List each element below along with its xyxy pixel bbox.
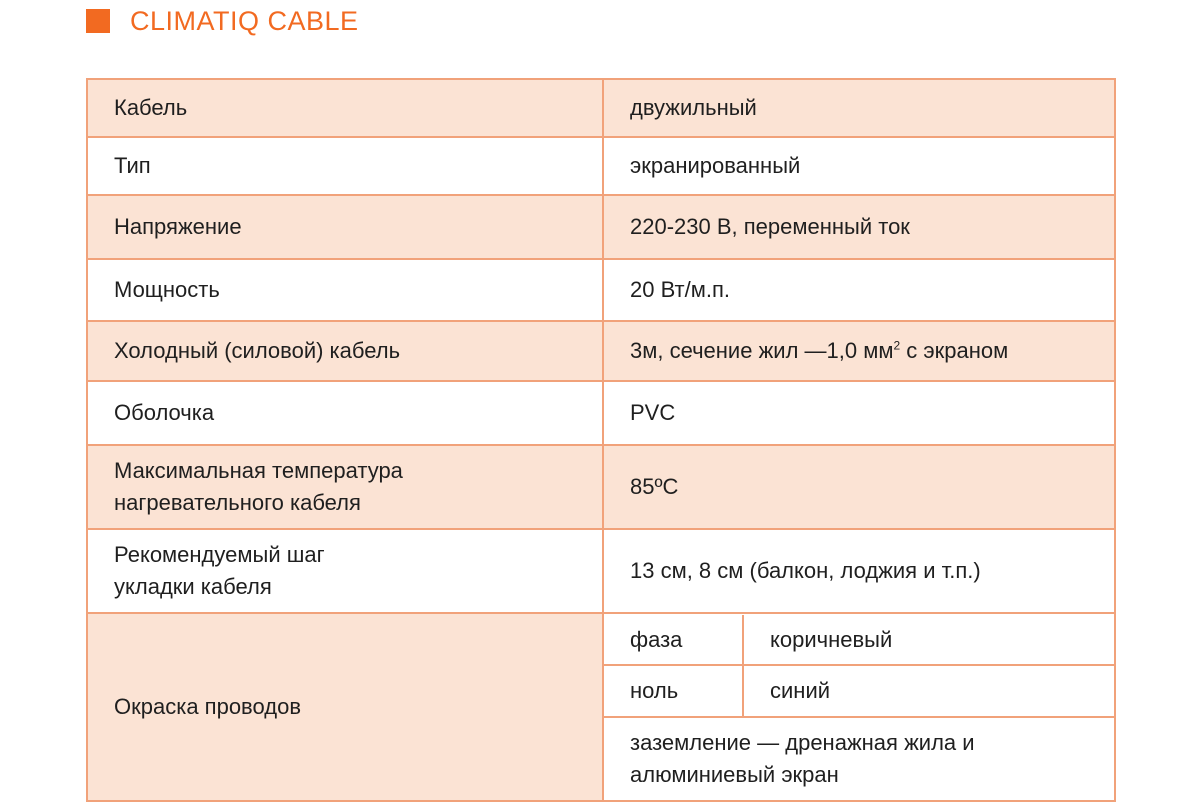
row-value-sheath: PVC [603, 381, 1115, 445]
wire-value-neutral: синий [743, 665, 1114, 717]
table-row [87, 195, 1115, 259]
table-row [87, 79, 1115, 137]
row-label-type: Тип [87, 137, 603, 195]
wire-key-neutral: ноль [604, 665, 743, 717]
row-value-step: 13 см, 8 см (балкон, лоджия и т.п.) [603, 529, 1115, 613]
wire-colors-cell [603, 613, 1115, 801]
table-row [604, 615, 1114, 665]
wire-ground: заземление — дренажная жила и алюминиевый экран [604, 717, 1114, 799]
row-label-step: Рекомендуемый шаг укладки кабеля [87, 529, 603, 613]
row-value-voltage: 220-230 В, переменный ток [603, 195, 1115, 259]
row-value-max-temp: 85ºС [603, 445, 1115, 529]
row-value-cable: двужильный [603, 79, 1115, 137]
row-value-cold-cable: 3м, сечение жил —1,0 $мм^2$ с экраном [603, 321, 1115, 381]
row-label-wire-colors: Окраска проводов [87, 613, 603, 801]
wire-key-phase: фаза [604, 615, 743, 665]
row-label-power: Мощность [87, 259, 603, 321]
row-label-cold-cable: Холодный (силовой) кабель [87, 321, 603, 381]
wire-colors-table [604, 615, 1114, 799]
row-label-cable: Кабель [87, 79, 603, 137]
row-label-voltage: Напряжение [87, 195, 603, 259]
table-row [87, 137, 1115, 195]
spec-table [86, 78, 1116, 802]
table-row [87, 529, 1115, 613]
superscript: 2 [893, 338, 901, 353]
table-row [87, 381, 1115, 445]
table-row [87, 259, 1115, 321]
row-value-type: экранированный [603, 137, 1115, 195]
table-row [87, 613, 1115, 801]
row-label-sheath: Оболочка [87, 381, 603, 445]
table-row [87, 445, 1115, 529]
row-value-power: 20 Вт/м.п. [603, 259, 1115, 321]
table-row [604, 717, 1114, 799]
table-row [604, 665, 1114, 717]
table-row [87, 321, 1115, 381]
page-title: CLIMATIQ CABLE [130, 5, 359, 36]
header [86, 4, 359, 38]
wire-value-phase: коричневый [743, 615, 1114, 665]
brand-square-icon [86, 9, 110, 33]
row-label-max-temp: Максимальная температура нагревательного кабеля [87, 445, 603, 529]
